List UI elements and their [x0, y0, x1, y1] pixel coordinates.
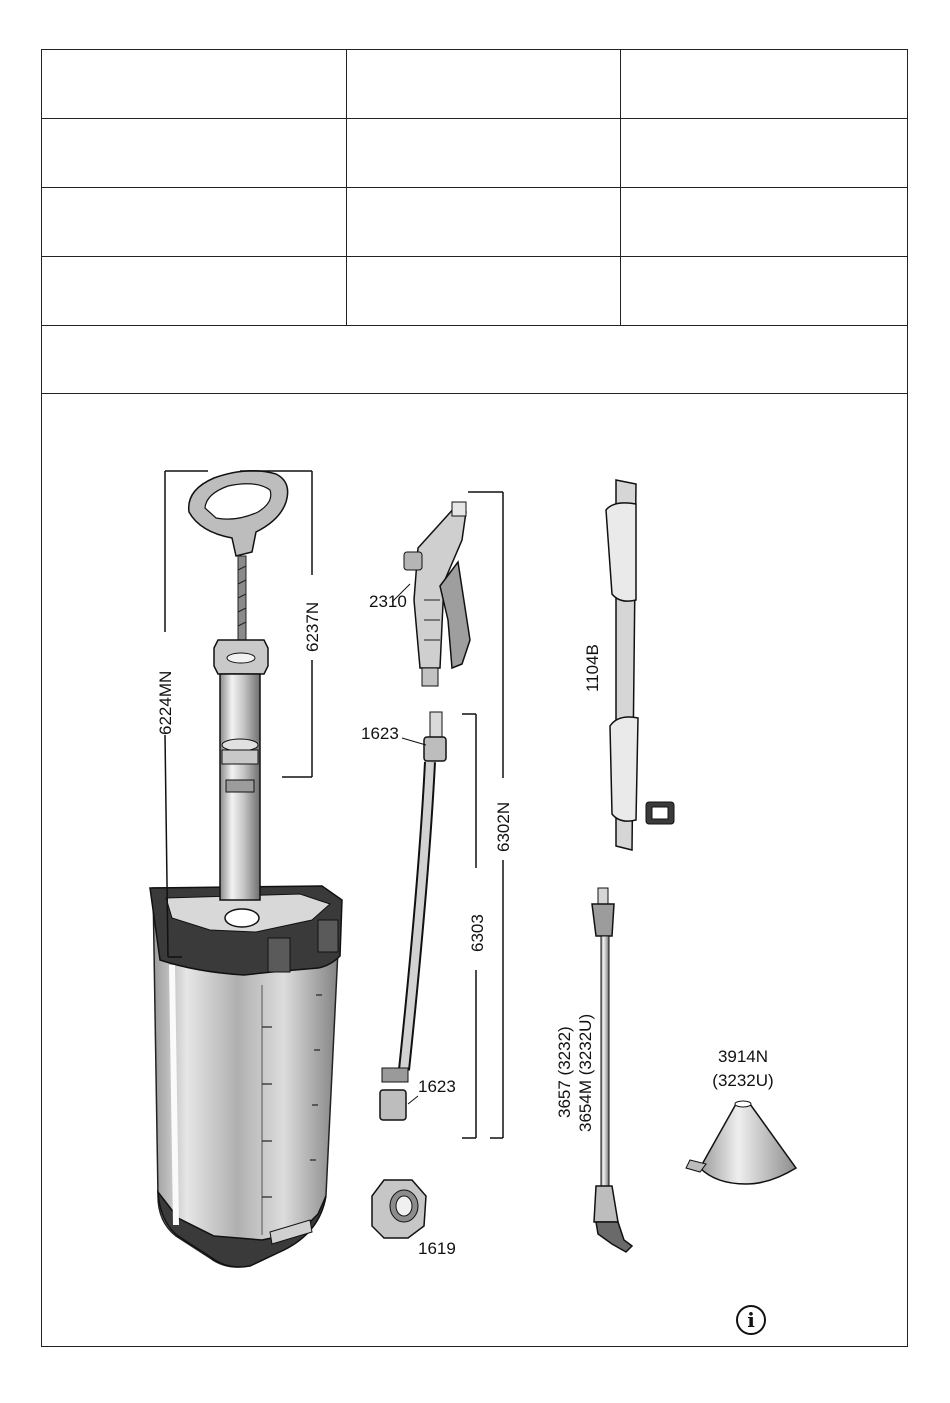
- label-1623-bottom: 1623: [418, 1077, 456, 1096]
- label-funnel-line1: 3914N: [717, 1047, 769, 1066]
- label-1104B: 1104B: [583, 644, 602, 692]
- pump-assembly: [189, 471, 288, 900]
- leader-line: [402, 738, 426, 745]
- label-6302N: 6302N: [494, 801, 513, 852]
- label-2310: 2310: [369, 592, 407, 611]
- info-icon: i: [736, 1305, 766, 1335]
- carrying-strap: [606, 480, 674, 850]
- label-lance-line1: 3657 (3232): [555, 1026, 574, 1118]
- label-6303: 6303: [468, 914, 487, 952]
- label-lance-line2: 3654M (3232U): [576, 1013, 595, 1132]
- leader-line: [408, 1096, 418, 1104]
- label-6224MN: 6224MN: [156, 670, 175, 735]
- hose: [380, 712, 446, 1120]
- sprayer-tank: [150, 886, 342, 1267]
- funnel: [686, 1101, 796, 1184]
- label-1619: 1619: [418, 1239, 456, 1258]
- spray-lance: [592, 888, 632, 1252]
- label-funnel-line2: (3232U): [712, 1071, 774, 1090]
- label-6237N: 6237N: [303, 601, 322, 652]
- label-1623-top: 1623: [361, 724, 399, 743]
- cap-nut-1619: [372, 1180, 426, 1238]
- spray-gun: [404, 502, 470, 686]
